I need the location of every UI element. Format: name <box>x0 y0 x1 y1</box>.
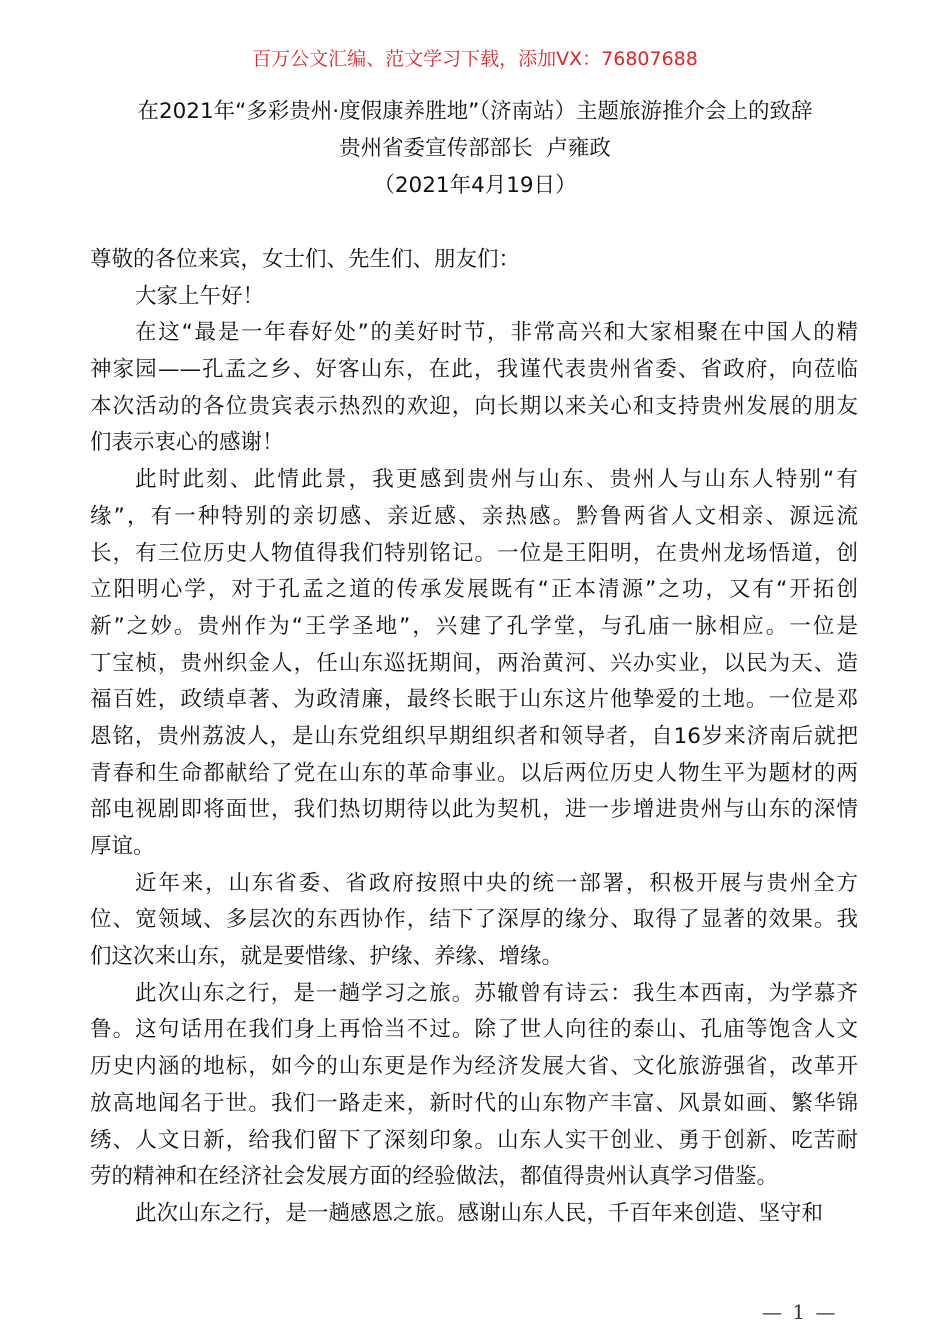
text-line: 劳的精神和在经济社会发展方面的经验做法，都值得贵州认真学习借鉴。 <box>90 1164 779 1190</box>
page-number: — 1 — <box>762 1300 838 1324</box>
text-line: 们这次来山东，就是要惜缘、护缘、养缘、增缘。 <box>90 944 564 970</box>
text-line: 厚谊。 <box>90 834 155 859</box>
text-line: 尊敬的各位来宾，女士们、先生们、朋友们： <box>90 247 521 272</box>
text-line: 神家园——孔孟之乡、好客山东，在此，我谨代表贵州省委、省政府，向莅临 <box>90 357 858 383</box>
text-line: 青春和生命都献给了党在山东的革命事业。以后两位历史人物生平为题材的两 <box>90 760 858 786</box>
paragraph <box>90 242 858 279</box>
text-line: 新”之妙。贵州作为“王学圣地”，兴建了孔学堂，与孔庙一脉相应。一位是 <box>90 613 858 639</box>
date-line: （2021年4月19日） <box>373 173 577 198</box>
text-line: 长，有三位历史人物值得我们特别铭记。一位是王阳明，在贵州龙场悟道，创 <box>90 540 858 566</box>
text-line: 绣、人文日新，给我们留下了深刻印象。山东人实干创业、勇于创新、吃苦耐 <box>90 1127 858 1153</box>
paragraph <box>90 976 858 1196</box>
text-line: 此次山东之行，是一趟感恩之旅。感谢山东人民，千百年来创造、坚守和 <box>135 1200 824 1226</box>
paragraph <box>90 462 858 866</box>
text-line: 们表示衷心的感谢！ <box>90 430 284 456</box>
text-line: 福百姓，政绩卓著、为政清廉，最终长眠于山东这片他挚爱的土地。一位是邓 <box>90 687 858 713</box>
text-line: 部电视剧即将面世，我们热切期待以此为契机，进一步增进贵州与山东的深情 <box>90 797 858 823</box>
watermark-banner: 百万公文汇编、范文学习下载，添加VX：76807688 <box>252 48 698 70</box>
paragraph <box>90 279 858 316</box>
text-line: 此次山东之行，是一趟学习之旅。苏辙曾有诗云：我生本西南，为学慕齐 <box>135 980 858 1006</box>
text-line: 大家上午好！ <box>135 283 265 309</box>
text-line: 位、宽领域、多层次的东西协作，结下了深厚的缘分、取得了显著的效果。我 <box>90 907 858 933</box>
paragraph <box>90 315 858 462</box>
text-line: 丁宝桢，贵州织金人，任山东巡抚期间，两治黄河、兴办实业，以民为天、造 <box>90 650 858 676</box>
document-body <box>90 242 858 1233</box>
paragraph <box>90 866 858 976</box>
paragraph <box>90 1196 858 1233</box>
text-line: 历史内涵的地标，如今的山东更是作为经济发展大省、文化旅游强省，改革开 <box>90 1054 858 1080</box>
text-line: 恩铭，贵州荔波人，是山东党组织早期组织者和领导者，自16岁来济南后就把 <box>90 723 858 749</box>
text-line: 本次活动的各位贵宾表示热烈的欢迎，向长期以来关心和支持贵州发展的朋友 <box>90 393 858 419</box>
document-title: 在2021年“多彩贵州·度假康养胜地”（济南站）主题旅游推介会上的致辞 <box>137 99 813 124</box>
text-line: 立阳明心学，对于孔孟之道的传承发展既有“正本清源”之功，又有“开拓创 <box>90 577 858 603</box>
text-line: 在这“最是一年春好处”的美好时节，非常高兴和大家相聚在中国人的精 <box>135 320 858 346</box>
author-line: 贵州省委宣传部部长 卢雍政 <box>339 136 611 161</box>
text-line: 鲁。这句话用在我们身上再恰当不过。除了世人向往的泰山、孔庙等饱含人文 <box>90 1017 858 1043</box>
text-line: 近年来，山东省委、省政府按照中央的统一部署，积极开展与贵州全方 <box>135 870 858 896</box>
text-line: 缘”，有一种特别的亲切感、亲近感、亲热感。黔鲁两省人文相亲、源远流 <box>90 503 858 529</box>
text-line: 放高地闻名于世。我们一路走来，新时代的山东物产丰富、风景如画、繁华锦 <box>90 1090 858 1116</box>
text-line: 此时此刻、此情此景，我更感到贵州与山东、贵州人与山东人特别“有 <box>135 467 858 493</box>
